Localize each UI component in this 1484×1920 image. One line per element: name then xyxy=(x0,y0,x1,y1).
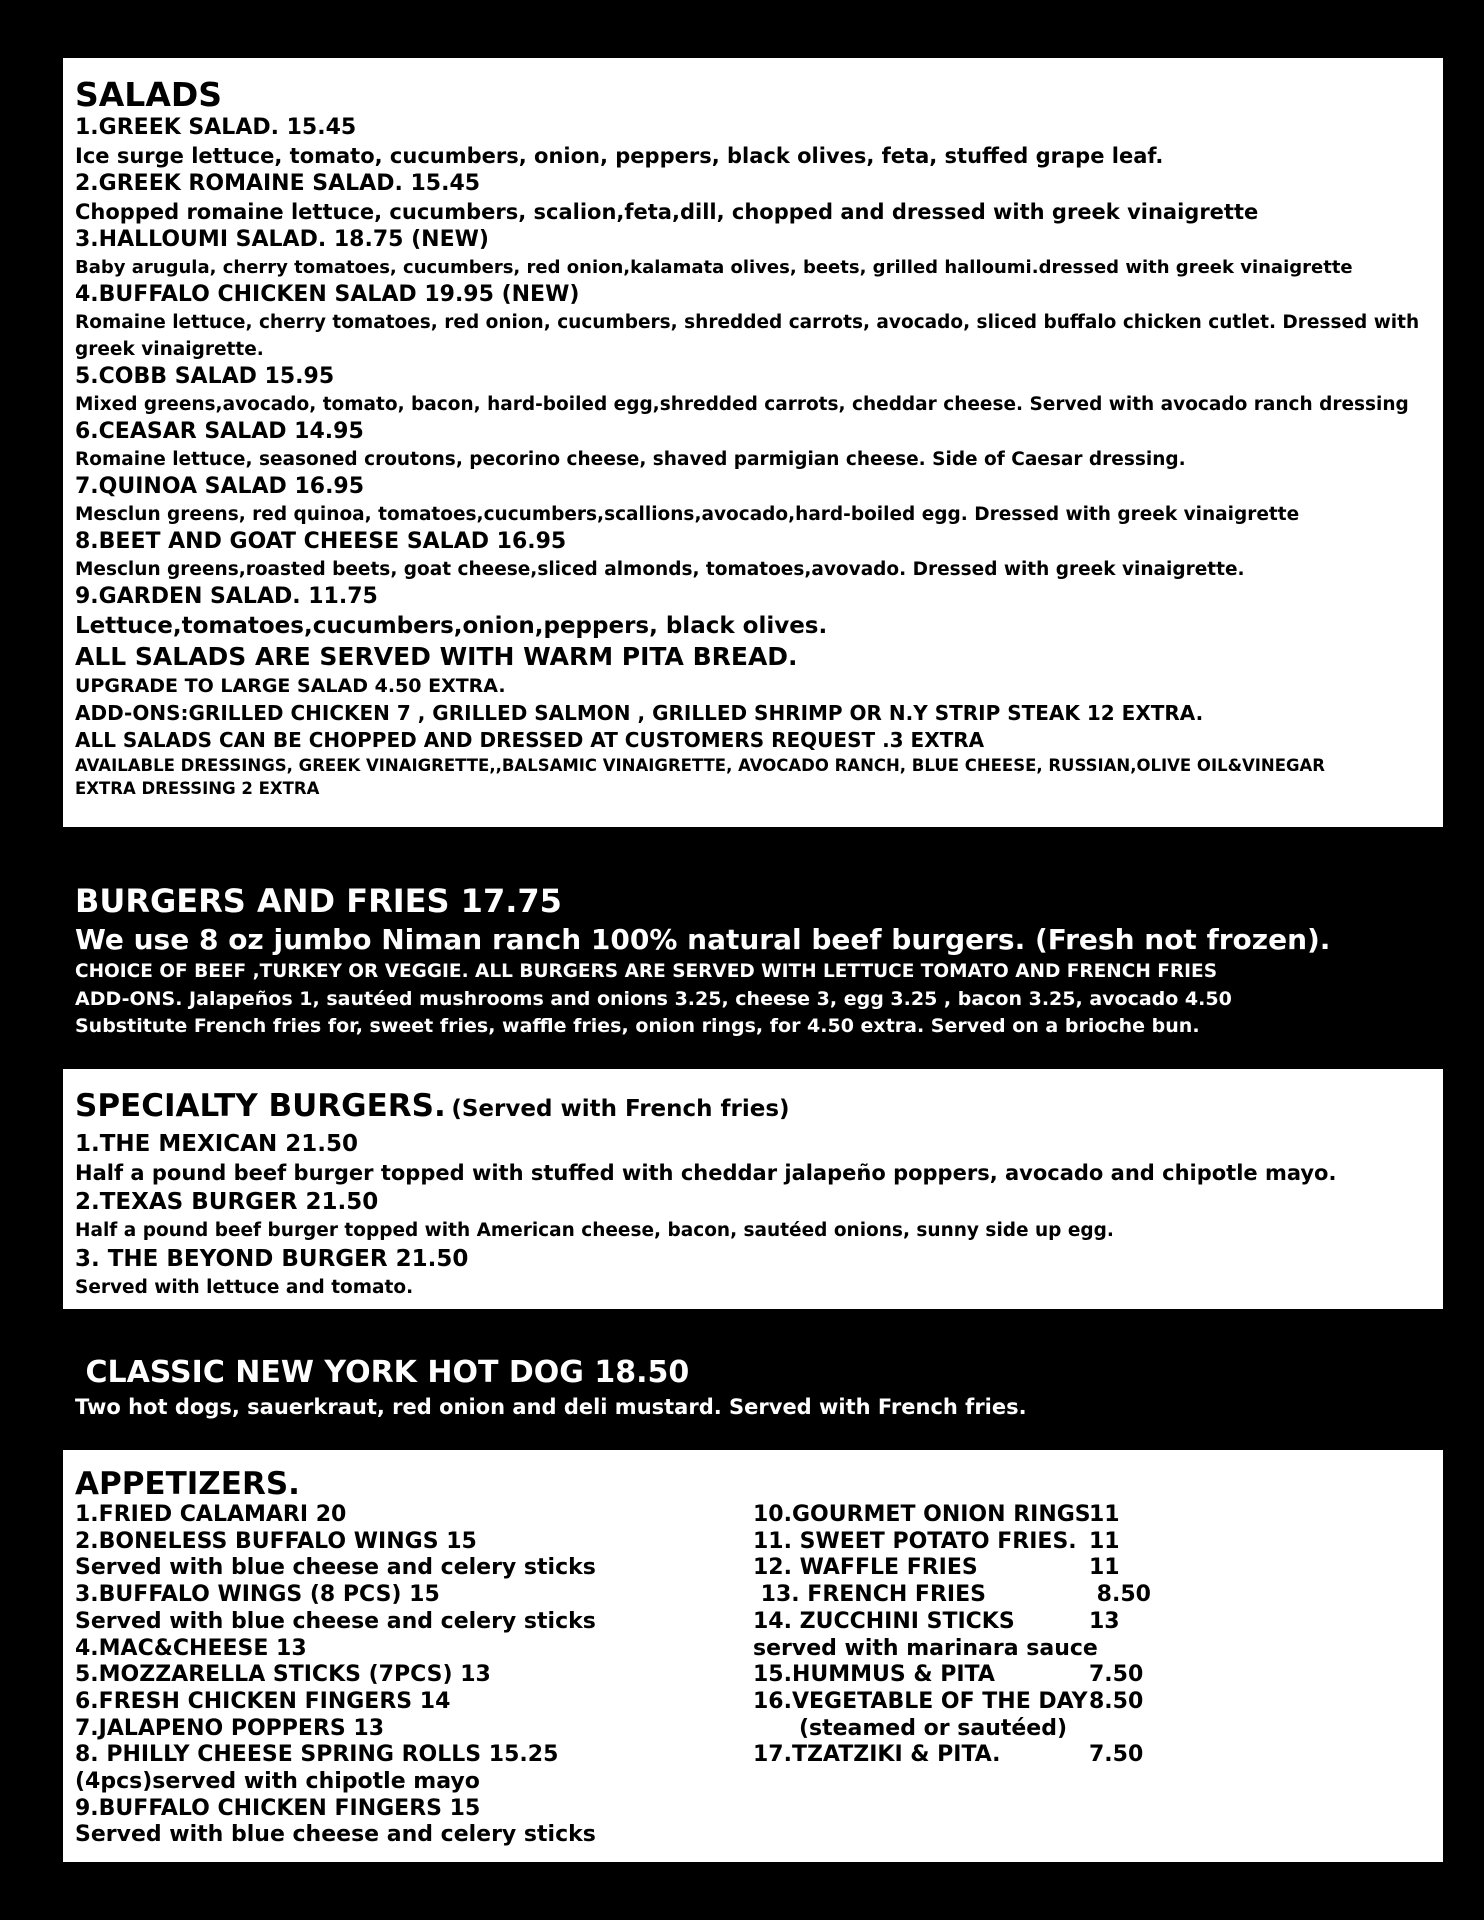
list-item: 3.BUFFALO WINGS (8 PCS) 15 xyxy=(75,1582,440,1608)
list-item: 5.MOZZARELLA STICKS (7PCS) 13 xyxy=(75,1662,491,1688)
hotdog-description: Two hot dogs, sauerkraut, red onion and deli mustard. Served with French fries. xyxy=(75,1395,1027,1419)
list-item: 4.MAC&CHEESE 13 xyxy=(75,1635,307,1661)
menu-item-description: Romaine lettuce, seasoned croutons, pecorino cheese, shaved parmigian cheese. Side of Caesar dressing. xyxy=(75,449,1186,470)
list-item: Served with blue cheese and celery sticks xyxy=(75,1608,596,1634)
note-chopped: ALL SALADS CAN BE CHOPPED AND DRESSED AT CUSTOMERS REQUEST .3 EXTRA xyxy=(75,728,985,752)
menu-item-description: Mesclun greens,roasted beets, goat cheese,sliced almonds, tomatoes,avovado. Dressed with greek vinaigrette. xyxy=(75,559,1245,580)
appetizers-right-column xyxy=(753,1502,1393,1849)
menu-item-title: 5.COBB SALAD 15.95 xyxy=(75,364,335,389)
note-dressings: AVAILABLE DRESSINGS, GREEK VINAIGRETTE,,BALSAMIC VINAIGRETTE, AVOCADO RANCH, BLUE CHEESE, RUSSIAN,OLIVE OIL&VINEGAR xyxy=(75,756,1326,775)
burgers-substitute: Substitute French fries for, sweet fries, waffle fries, onion rings, for 4.50 extra. Served on a brioche bun. xyxy=(75,1015,1200,1037)
menu-item-title: 4.BUFFALO CHICKEN SALAD 19.95 (NEW) xyxy=(75,282,580,307)
list-item xyxy=(753,1689,1393,1716)
list-item: Served with blue cheese and celery sticks xyxy=(75,1555,596,1581)
menu-item-description: Chopped romaine lettuce, cucumbers, scalion,feta,dill, chopped and dressed with greek vinaigrette xyxy=(75,200,1259,224)
item-price: 8.50 xyxy=(1089,1582,1151,1608)
hotdog-heading: CLASSIC NEW YORK HOT DOG 18.50 xyxy=(75,1355,690,1390)
note-addons: ADD-ONS:GRILLED CHICKEN 7 , GRILLED SALMON , GRILLED SHRIMP OR N.Y STRIP STEAK 12 EXTRA. xyxy=(75,701,1204,725)
list-item xyxy=(753,1555,1393,1582)
item-name: 10.GOURMET ONION RINGS xyxy=(753,1502,1091,1527)
item-price: 11 xyxy=(1089,1555,1120,1581)
item-name: 14. ZUCCHINI STICKS xyxy=(753,1608,1015,1634)
appetizers-columns xyxy=(75,1502,1431,1849)
item-price: 11 xyxy=(1089,1502,1120,1527)
menu-item-description: Ice surge lettuce, tomato, cucumbers, onion, peppers, black olives, feta, stuffed grape leaf. xyxy=(75,144,1164,168)
list-item xyxy=(753,1662,1393,1689)
list-item xyxy=(753,1502,1393,1529)
menu-item-title: 1.THE MEXICAN 21.50 xyxy=(75,1131,358,1157)
item-price: 7.50 xyxy=(1089,1742,1144,1768)
menu-item-title: 6.CEASAR SALAD 14.95 xyxy=(75,419,364,444)
item-name: (steamed or sautéed) xyxy=(753,1715,1068,1741)
burgers-subheading: We use 8 oz jumbo Niman ranch 100% natural beef burgers. (Fresh not frozen). xyxy=(75,923,1331,956)
specialty-heading-note: (Served with French fries) xyxy=(451,1096,790,1122)
appetizers-left-column xyxy=(75,1502,753,1849)
item-price: 13 xyxy=(1089,1608,1120,1634)
list-item: 1.FRIED CALAMARI 20 xyxy=(75,1502,347,1527)
menu-item-title: 7.QUINOA SALAD 16.95 xyxy=(75,474,365,499)
item-name: 11. SWEET POTATO FRIES. xyxy=(753,1528,1077,1554)
menu-item-description: Half a pound beef burger topped with American cheese, bacon, sautéed onions, sunny side up egg. xyxy=(75,1220,1114,1241)
menu-item-description: Baby arugula, cherry tomatoes, cucumbers, red onion,kalamata olives, beets, grilled halloumi.dressed with greek vinaigrette xyxy=(75,257,1353,278)
menu-item-description: Mesclun greens, red quinoa, tomatoes,cucumbers,scallions,avocado,hard-boiled egg. Dressed with greek vinaigrette xyxy=(75,504,1300,525)
item-price: 7.50 xyxy=(1089,1662,1144,1688)
note-pita: ALL SALADS ARE SERVED WITH WARM PITA BREAD. xyxy=(75,642,798,671)
menu-item-title: 2.GREEK ROMAINE SALAD. 15.45 xyxy=(75,171,481,196)
item-name: 17.TZATZIKI & PITA. xyxy=(753,1742,1001,1768)
list-item xyxy=(753,1716,1393,1743)
burgers-section xyxy=(63,880,1443,1040)
item-price: 11 xyxy=(1089,1528,1120,1554)
item-price: 8.50 xyxy=(1089,1688,1144,1714)
menu-item-description: Romaine lettuce, cherry tomatoes, red onion, cucumbers, shredded carrots, avocado, sliced buffalo chicken cutlet. Dressed with greek vinaigrette. xyxy=(75,312,1420,360)
list-item xyxy=(753,1636,1393,1663)
hotdog-section xyxy=(63,1353,1443,1421)
list-item: Served with blue cheese and celery sticks xyxy=(75,1822,596,1848)
salads-panel xyxy=(63,58,1443,827)
item-name: 12. WAFFLE FRIES xyxy=(753,1555,978,1581)
menu-item-description: Mixed greens,avocado, tomato, bacon, hard-boiled egg,shredded carrots, cheddar cheese. Served with avocado ranch dressing xyxy=(75,394,1409,415)
specialty-heading: SPECIALTY BURGERS. xyxy=(75,1088,446,1124)
item-name: 15.HUMMUS & PITA xyxy=(753,1662,995,1688)
list-item: 6.FRESH CHICKEN FINGERS 14 xyxy=(75,1688,451,1714)
list-item xyxy=(753,1582,1393,1609)
menu-item-title: 9.GARDEN SALAD. 11.75 xyxy=(75,584,378,609)
list-item xyxy=(753,1742,1393,1769)
burgers-heading: BURGERS AND FRIES 17.75 xyxy=(75,882,562,920)
item-name: 16.VEGETABLE OF THE DAY xyxy=(753,1688,1088,1714)
menu-item-title: 1.GREEK SALAD. 15.45 xyxy=(75,115,357,140)
list-item xyxy=(753,1609,1393,1636)
menu-item-title: 2.TEXAS BURGER 21.50 xyxy=(75,1189,379,1215)
list-item: 7.JALAPENO POPPERS 13 xyxy=(75,1715,385,1741)
list-item: 8. PHILLY CHEESE SPRING ROLLS 15.25 xyxy=(75,1742,559,1768)
note-upgrade: UPGRADE TO LARGE SALAD 4.50 EXTRA. xyxy=(75,675,506,697)
menu-item-description: Lettuce,tomatoes,cucumbers,onion,peppers, black olives. xyxy=(75,613,828,639)
list-item xyxy=(753,1529,1393,1556)
menu-item-description: Half a pound beef burger topped with stuffed with cheddar jalapeño poppers, avocado and chipotle mayo. xyxy=(75,1161,1337,1185)
menu-item-title: 3. THE BEYOND BURGER 21.50 xyxy=(75,1246,469,1272)
specialty-burgers-panel xyxy=(63,1069,1443,1309)
menu-item-title: 8.BEET AND GOAT CHEESE SALAD 16.95 xyxy=(75,529,567,554)
appetizers-panel xyxy=(63,1450,1443,1862)
list-item: (4pcs)served with chipotle mayo xyxy=(75,1769,480,1795)
list-item: 2.BONELESS BUFFALO WINGS 15 xyxy=(75,1528,477,1554)
item-name: served with marinara sauce xyxy=(753,1635,1098,1661)
menu-item-title: 3.HALLOUMI SALAD. 18.75 (NEW) xyxy=(75,227,489,252)
menu-item-description: Served with lettuce and tomato. xyxy=(75,1277,414,1298)
burgers-choice: CHOICE OF BEEF ,TURKEY OR VEGGIE. ALL BURGERS ARE SERVED WITH LETTUCE TOMATO AND FRENCH FRIES xyxy=(75,961,1218,982)
list-item: 9.BUFFALO CHICKEN FINGERS 15 xyxy=(75,1795,481,1821)
note-extra-dressing: EXTRA DRESSING 2 EXTRA xyxy=(75,779,320,798)
salads-heading: SALADS xyxy=(75,75,223,114)
appetizers-heading: APPETIZERS. xyxy=(75,1466,300,1502)
item-name: 13. FRENCH FRIES xyxy=(753,1582,986,1608)
specialty-heading-row xyxy=(75,1087,1431,1130)
burgers-addons: ADD-ONS. Jalapeños 1, sautéed mushrooms and onions 3.25, cheese 3, egg 3.25 , bacon 3.25, avocado 4.50 xyxy=(75,988,1232,1010)
